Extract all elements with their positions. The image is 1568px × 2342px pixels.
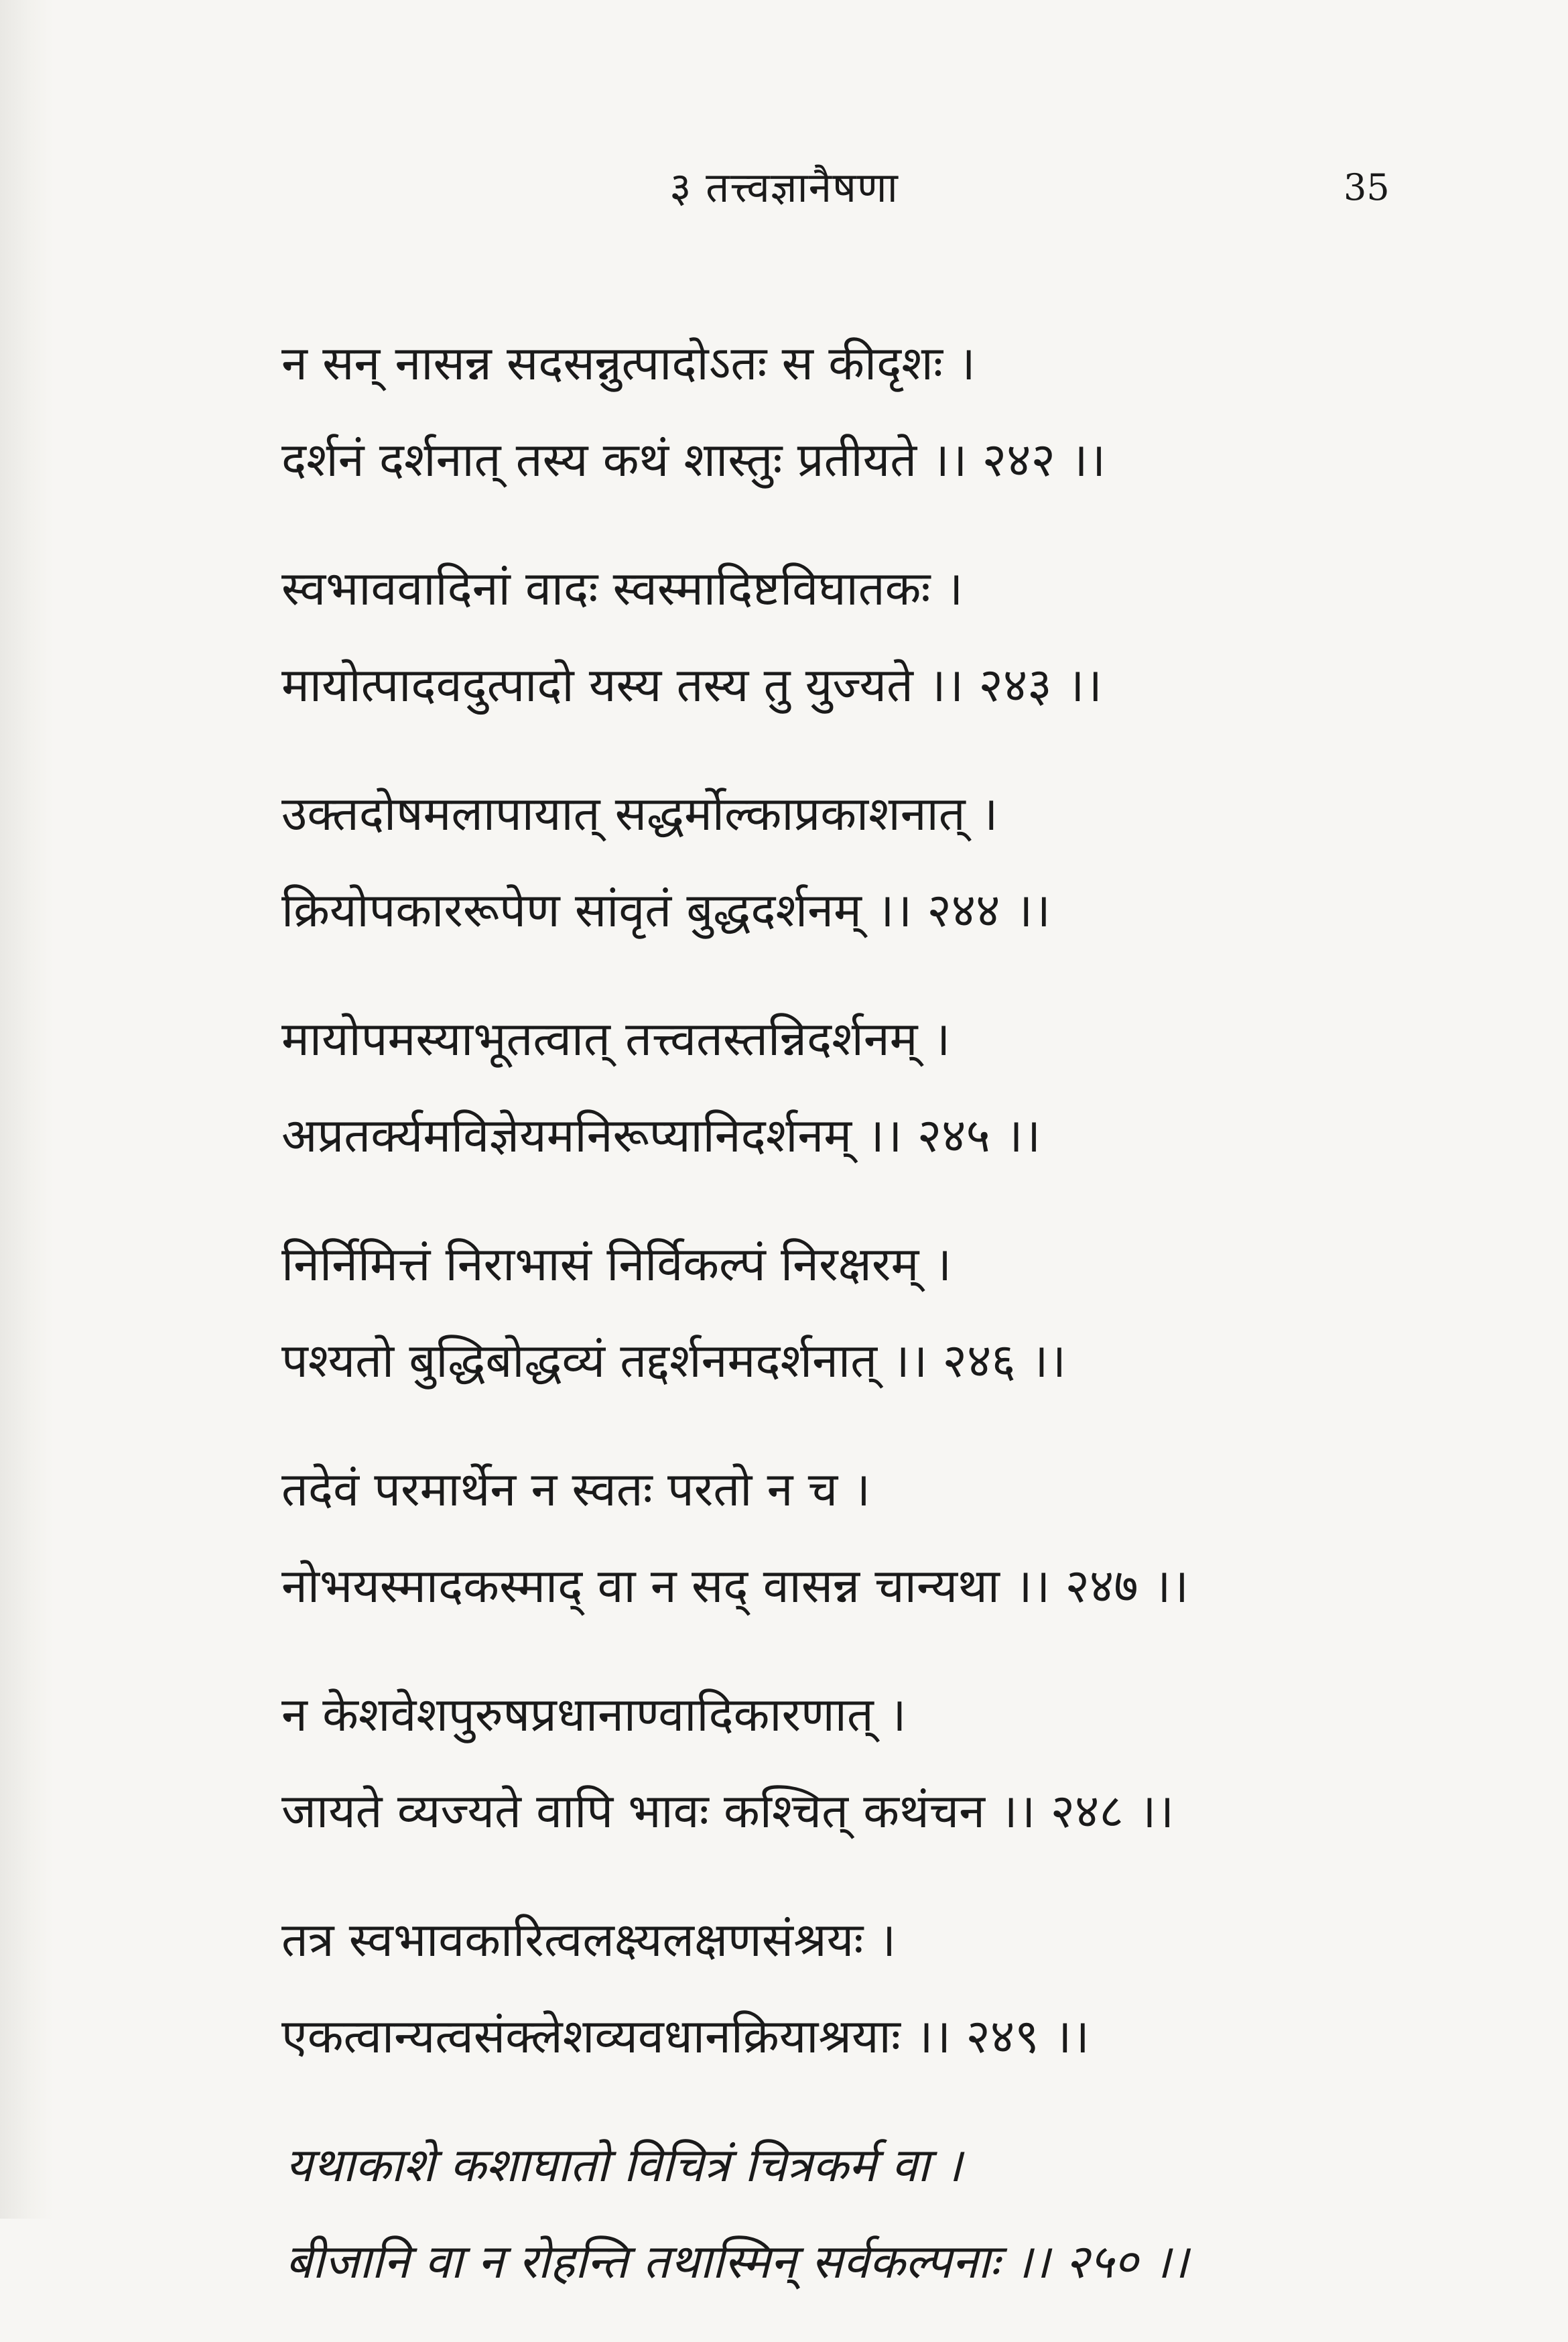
verse-line: यथाकाशे कशाघातो विचित्रं चित्रकर्म वा । [285,2138,962,2193]
verse-line: पश्यतो बुद्धिबोद्धव्यं तद्दर्शनमदर्शनात् ।। २४६ ।। [281,1333,1067,1388]
page-binding-edge [0,0,54,2219]
verse-line: जायते व्यज्यते वापि भावः कश्चित् कथंचन ।। २४८ ।। [281,1784,1175,1839]
verse-243 [281,540,1488,733]
verse-line: निर्निमित्तं निराभासं निर्विकल्पं निरक्षरम् । [281,1237,952,1292]
verse-244 [281,765,1488,959]
verse-line: बीजानि वा न रोहन्ति तथास्मिन् सर्वकल्पनाः ।। २५० ।। [285,2234,1189,2289]
verse-248 [281,1666,1488,1859]
verse-247 [281,1441,1488,1634]
verse-242 [281,315,1488,508]
verse-246 [281,1216,1488,1409]
verse-line: एकत्वान्यत्वसंक्लेशव्यवधानक्रियाश्रयाः ।। २४९ ।। [281,2009,1090,2064]
verse-line: उक्तदोषमलापायात् सद्धर्मोल्काप्रकाशनात् । [281,786,998,841]
running-header [0,158,1568,218]
verse-line: अप्रतर्क्यमविज्ञेयमनिरूप्यानिदर्शनम् ।। २४५ ।। [281,1108,1041,1163]
verse-line: दर्शनं दर्शनात् तस्य कथं शास्तुः प्रतीयते ।। २४२ ।। [281,432,1106,487]
verse-line: मायोपमस्याभूतत्वात् तत्त्वतस्तन्निदर्शनम् । [281,1011,951,1066]
verse-line: मायोत्पादवदुत्पादो यस्य तस्य तु युज्यते ।। २४३ ।। [281,658,1102,713]
verse-line: क्रियोपकाररूपेण सांवृतं बुद्धदर्शनम् ।। २४४ ।। [281,883,1051,938]
verse-line: न केशवेशपुरुषप्रधानाण्वादिकारणात् । [281,1687,907,1742]
verse-245 [281,991,1488,1184]
chapter-title: ३ तत्त्वज्ञानैषणा [669,163,899,212]
verse-250 [285,2117,1488,2310]
verse-line: न सन् नासन्न सदसन्नुत्पादोऽतः स कीदृशः । [281,336,976,391]
verse-249 [281,1892,1488,2085]
verse-line: तदेवं परमार्थेन न स्वतः परतो न च । [281,1462,870,1517]
verse-line: स्वभाववादिनां वादः स्वस्मादिष्टविघातकः । [281,561,964,616]
page-number: 35 [1344,166,1390,208]
verse-line: नोभयस्मादकस्माद् वा न सद् वासन्न चान्यथा ।। २४७ ।। [281,1558,1189,1613]
verse-block [281,315,1488,2342]
verse-line: तत्र स्वभावकारित्वलक्ष्यलक्षणसंश्रयः । [281,1912,897,1967]
